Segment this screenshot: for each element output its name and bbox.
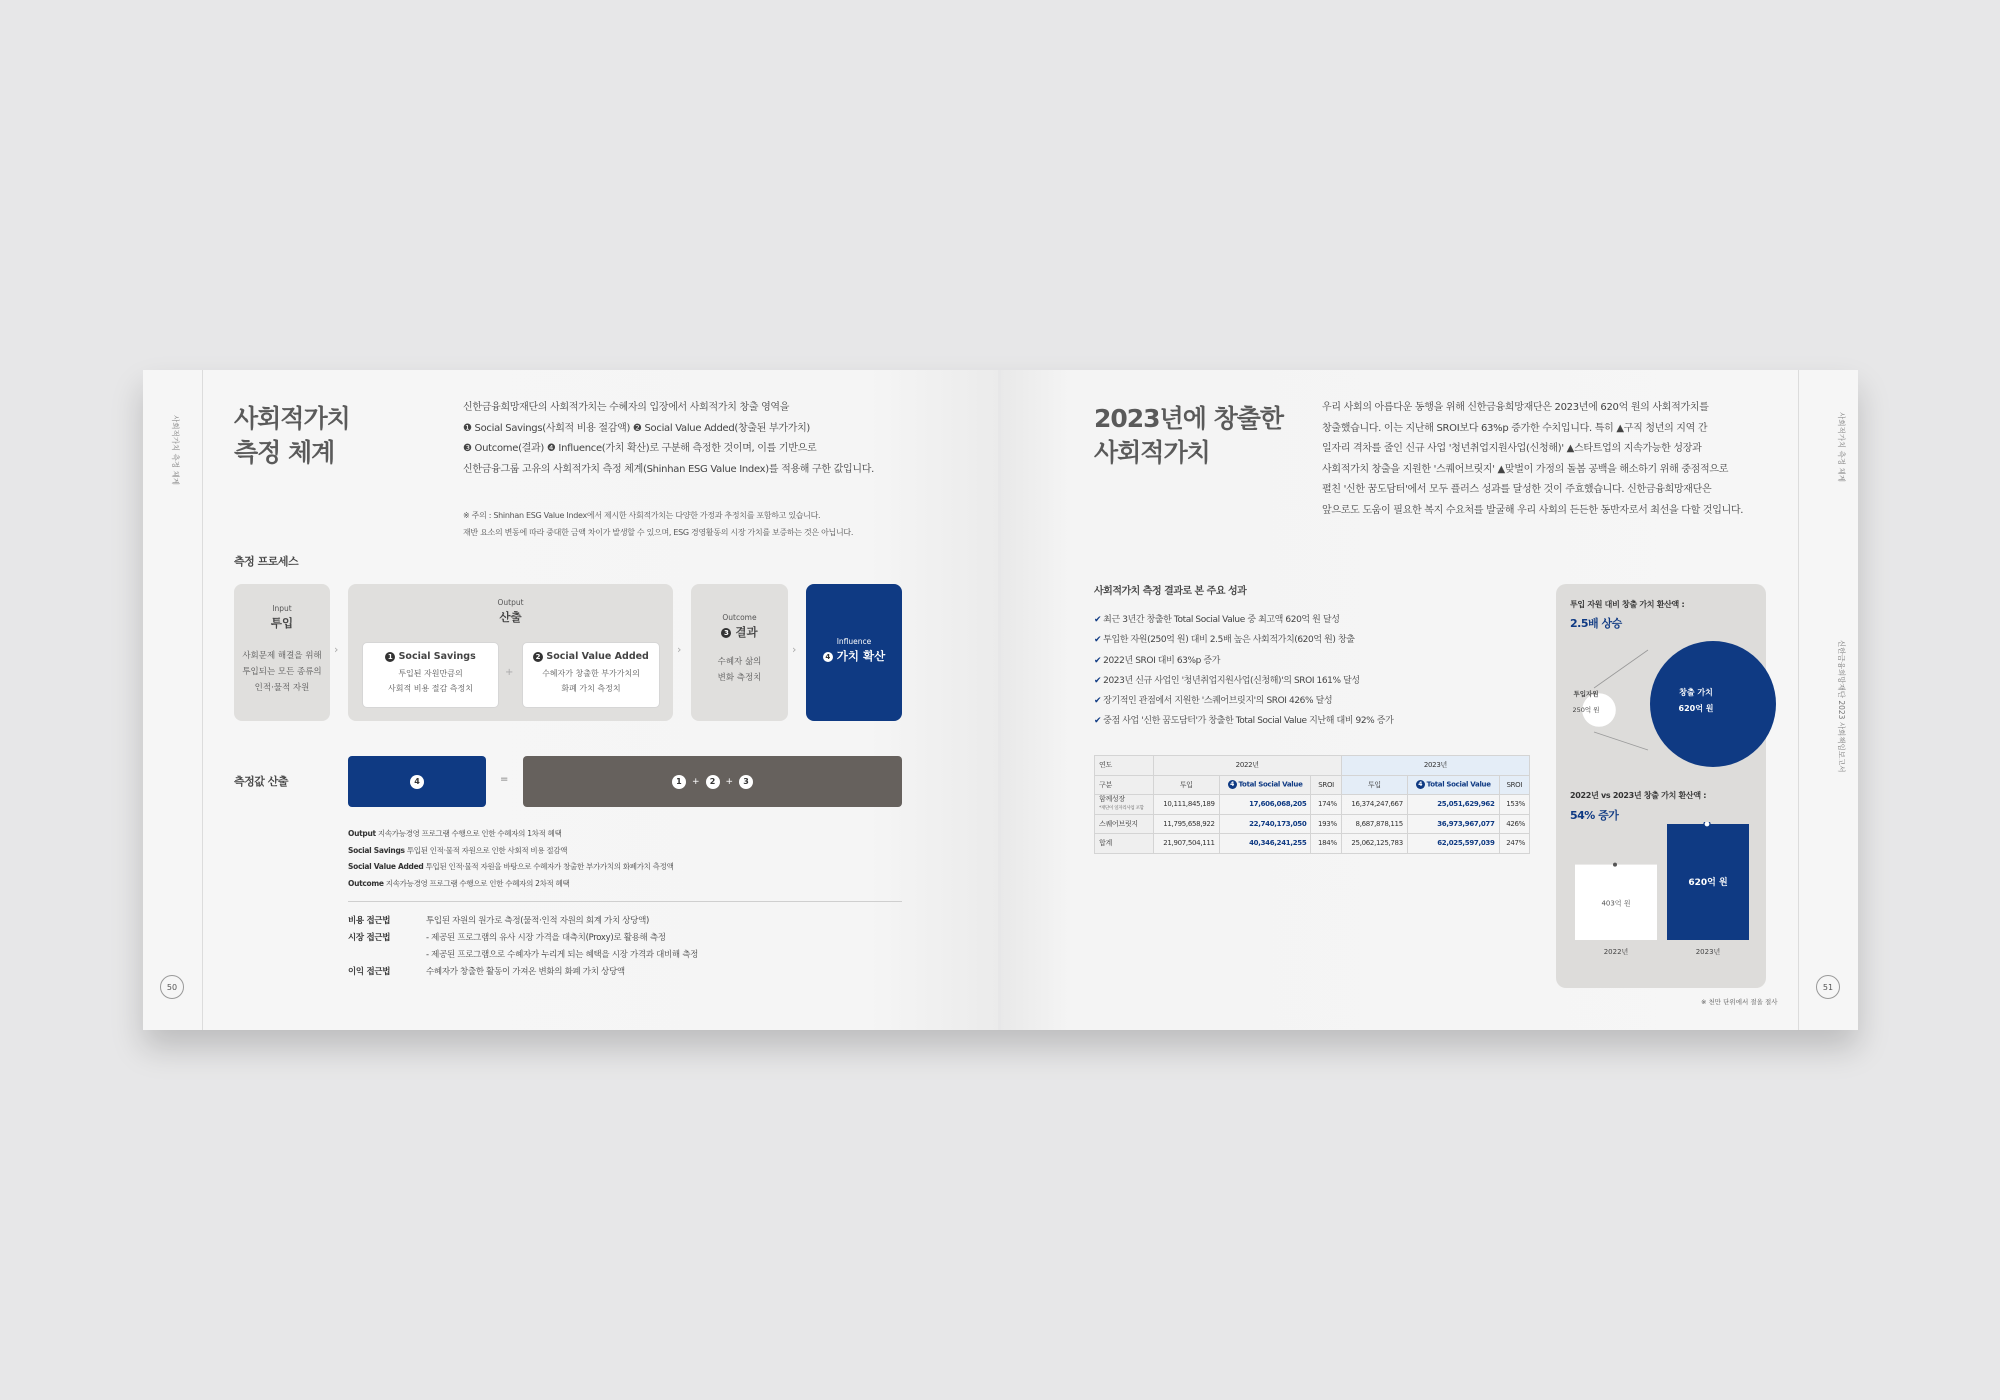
bullet-text: 2022년 SROI 대비 63%p 증가 [1103, 655, 1220, 666]
input-en: Input [272, 604, 292, 613]
check-icon: ✔ [1094, 696, 1102, 707]
desc-line: 수혜자가 창출한 부가가치의 [542, 669, 640, 678]
number-badge: 2 [706, 775, 720, 789]
table-header-cell: SROI [1499, 775, 1529, 795]
bar-year-label: 2022년 [1603, 948, 1629, 956]
definition-text: 투입된 인적·물적 자원을 바탕으로 수혜자가 창출한 부가가치의 화폐가치 측정액 [425, 862, 674, 871]
bullet-text: 장기적인 관점에서 지원한 '스퀘어브릿지'의 SROI 426% 달성 [1103, 696, 1333, 707]
bullet-item [1094, 610, 1494, 630]
left-spine-label: 사회적가치 측정 체계 [171, 415, 180, 485]
output-circle-label: 창출 가치 [1679, 688, 1713, 697]
right-page [1001, 370, 1858, 1030]
equals-sign: = [500, 774, 509, 785]
outcome-label: 결과 [735, 625, 758, 639]
report-spread [143, 370, 1858, 1030]
left-page-title [234, 402, 350, 470]
table-header-cell: 2022년 [1153, 756, 1341, 776]
table-cell: 247% [1499, 834, 1529, 854]
table-cell: 22,740,173,050 [1219, 814, 1311, 834]
intro-line: 일자리 격차를 줄인 신규 사업 '청년취업지원사업(신청해)' ▲스타트업의 지속가능한 성장과 [1322, 443, 1702, 454]
table-header-cell: SROI [1311, 775, 1341, 795]
right-spine-label-bottom: 신한금융희망재단 2023 사회책임보고서 [1837, 640, 1846, 773]
approaches-list [348, 913, 908, 981]
definition-key: Social Savings [348, 845, 405, 855]
table-cell: 184% [1311, 834, 1341, 854]
number-badge: 4 [823, 652, 833, 662]
social-savings-desc [363, 666, 498, 696]
bullet-item [1094, 671, 1494, 691]
plus-sign: + [725, 776, 734, 787]
approach-item [348, 964, 908, 981]
influence-box [806, 584, 902, 721]
bar-value-label: 620억 원 [1688, 878, 1728, 888]
definition-key: Social Value Added [348, 862, 424, 871]
table-row [1095, 814, 1530, 834]
number-badge: 1 [385, 652, 395, 662]
desc-line: 화폐 가치 측정치 [561, 684, 621, 693]
formula-right-box [523, 756, 902, 807]
approach-text: 수혜자가 창출한 활동이 가져온 변화의 화폐 가치 상당액 [426, 967, 625, 977]
definition-text: 지속가능경영 프로그램 수행으로 인한 수혜자의 2차적 혜택 [385, 878, 570, 888]
definition-key: Output [348, 829, 376, 838]
bar-marker [1613, 863, 1617, 867]
table-cell: 17,606,068,205 [1219, 795, 1311, 815]
results-table [1094, 755, 1530, 854]
bullet-text: 2023년 신규 사업인 '청년취업지원사업(신청해)'의 SROI 161% 달성 [1103, 675, 1360, 686]
table-cell: 16,374,247,667 [1341, 795, 1407, 815]
intro-line: 창출했습니다. 이는 지난해 SROI보다 63%p 증가한 수치입니다. 특히 ▲구직 청년의 지역 간 [1322, 422, 1708, 434]
desc-line: 사회적 비용 절감 측정치 [388, 684, 473, 693]
desc-line: 투입되는 모든 종류의 [242, 667, 322, 677]
definition-item [348, 859, 908, 876]
chevron-right-icon: › [334, 643, 339, 656]
outcome-en: Outcome [722, 613, 757, 622]
plus-sign: + [505, 667, 514, 678]
table-cell: 10,111,845,189 [1153, 795, 1219, 815]
bullet-text: 최근 3년간 창출한 Total Social Value 중 최고액 620억 원 달성 [1103, 615, 1340, 625]
social-value-added-card [522, 642, 660, 708]
input-circle-text [1561, 686, 1611, 718]
formula-left-box [348, 756, 486, 807]
right-margin-strip [1798, 370, 1858, 1030]
intro-line: 앞으로도 도움이 필요한 복지 수요처를 발굴해 우리 사회의 든든한 동반자로서 최선을 다할 것입니다. [1322, 504, 1744, 516]
chevron-right-icon: › [677, 643, 682, 656]
row-name: 함께성장 [1099, 795, 1125, 804]
number-badge: 2 [533, 652, 543, 662]
outcome-desc [691, 654, 788, 686]
intro-line: ❸ Outcome(결과) ❹ Influence(가치 확산)로 구분해 측정한 것이며, 이를 기반으로 [463, 443, 817, 454]
desc-line: 수혜자 삶의 [717, 657, 762, 667]
table-cell: 25,062,125,783 [1341, 834, 1407, 854]
left-page [143, 370, 998, 1030]
influence-en: Influence [836, 637, 872, 646]
title-line-1: 2023년에 창출한 [1094, 404, 1284, 433]
check-icon: ✔ [1094, 655, 1102, 666]
table-header-cell [1219, 775, 1311, 795]
card-title: Social Savings [398, 651, 476, 662]
approach-key: 비용 접근법 [348, 916, 391, 926]
table-cell: 193% [1311, 814, 1341, 834]
intro-line: 신한금융희망재단의 사회적가치는 수혜자의 입장에서 사회적가치 창출 영역을 [463, 402, 790, 413]
right-page-number: 51 [1816, 975, 1840, 999]
footnote: ※ 천만 단위에서 절올 절사 [1701, 998, 1778, 1006]
desc-line: 변화 측정치 [717, 673, 762, 683]
definition-item [348, 876, 908, 893]
row-label [1095, 795, 1154, 815]
table-cell: 8,687,878,115 [1341, 814, 1407, 834]
bar-year-label: 2023년 [1695, 948, 1721, 956]
output-en: Output [497, 598, 524, 607]
right-spine-label-top: 사회적가치 측정 체계 [1837, 412, 1846, 482]
connector-line [1594, 650, 1648, 688]
table-header-cell: 구분 [1095, 775, 1154, 795]
check-icon: ✔ [1094, 635, 1102, 646]
number-badge: 4 [1416, 780, 1425, 789]
table-header-cell: 2023년 [1341, 756, 1529, 776]
title-line-2: 측정 체계 [234, 438, 335, 467]
tsv-label: Total Social Value [1426, 780, 1491, 789]
check-icon: ✔ [1094, 716, 1102, 727]
social-value-added-desc [523, 666, 659, 696]
influence-ko [806, 648, 902, 664]
title-line-2: 사회적가치 [1094, 438, 1210, 467]
definition-key: Outcome [348, 878, 384, 888]
left-page-number: 50 [160, 975, 184, 999]
process-label: 측정 프로세스 [234, 555, 299, 568]
growth-bar-chart [1556, 822, 1766, 962]
number-badge: 4 [410, 775, 424, 789]
intro-line: 신한금융그룹 고유의 사회적가치 측정 체계(Shinhan ESG Value Index)를 적용해 구한 값입니다. [463, 463, 874, 475]
bar-marker [1704, 822, 1710, 827]
approach-item [348, 913, 908, 930]
table-header-row [1095, 756, 1530, 776]
input-circle-value: 250억 원 [1572, 706, 1600, 714]
intro-line: 우리 사회의 아름다운 동행을 위해 신한금융희망재단은 2023년에 620억 원의 사회적가치를 [1322, 402, 1709, 413]
intro-line: ❶ Social Savings(사회적 비용 절감액) ❷ Social Value Added(창출된 부가가치) [463, 422, 811, 434]
approach-text: - 제공된 프로그램의 유사 시장 가격을 대측치(Proxy)로 활용해 측정 [426, 933, 666, 943]
outcome-ko [691, 624, 788, 640]
table-cell: 426% [1499, 814, 1529, 834]
input-desc [234, 648, 330, 696]
number-badge: 1 [672, 775, 686, 789]
table-cell: 174% [1311, 795, 1341, 815]
table-header-cell: 연도 [1095, 756, 1154, 776]
formula-label: 측정값 산출 [234, 775, 288, 788]
tsv-label: Total Social Value [1238, 780, 1303, 789]
output-circle-value: 620억 원 [1678, 704, 1714, 713]
influence-label: 가치 확산 [836, 649, 886, 663]
approach-text: - 제공된 프로그램으로 수혜자가 누리게 되는 혜택을 시장 가격과 대비해 측정 [426, 950, 699, 960]
table-cell: 11,795,658,922 [1153, 814, 1219, 834]
results-bullets [1094, 610, 1494, 732]
connector-line [1594, 732, 1648, 750]
approach-key: 시장 접근법 [348, 933, 391, 943]
definition-item [348, 826, 908, 843]
definition-item [348, 843, 908, 860]
table-cell: 25,051,629,962 [1407, 795, 1499, 815]
left-note [463, 507, 943, 541]
check-icon: ✔ [1094, 615, 1102, 625]
table-header-cell [1407, 775, 1499, 795]
table-cell: 40,346,241,255 [1219, 834, 1311, 854]
bullet-item [1094, 711, 1494, 731]
table-subheader-row [1095, 775, 1530, 795]
output-ko: 산출 [499, 610, 522, 624]
table-header-cell: 투입 [1341, 775, 1407, 795]
table-cell: 36,973,967,077 [1407, 814, 1499, 834]
table-row [1095, 795, 1530, 815]
approach-item [348, 947, 908, 964]
bullet-item [1094, 691, 1494, 711]
bar-value-label: 403억 원 [1601, 899, 1631, 908]
number-badge: 4 [1228, 780, 1237, 789]
desc-line: 인적·물적 자원 [254, 683, 310, 693]
input-circle-label: 투입자원 [1573, 690, 1599, 698]
note-line: ※ 주의 : Shinhan ESG Value Index에서 제시한 사회적가치는 다양한 가정과 추정치를 포함하고 있습니다. [463, 511, 821, 520]
desc-line: 사회문제 해결을 위해 [242, 651, 322, 661]
left-intro-paragraph [463, 398, 943, 480]
row-label: 합계 [1095, 834, 1154, 854]
right-intro-paragraph [1322, 398, 1792, 521]
output-circle-text [1646, 685, 1746, 717]
bullet-item [1094, 630, 1494, 650]
input-ko: 투입 [270, 616, 294, 630]
outcome-box [691, 584, 788, 721]
bullet-item [1094, 651, 1494, 671]
growth-value: 54% 증가 [1570, 809, 1619, 822]
definitions-list [348, 826, 908, 892]
right-page-title [1094, 402, 1283, 470]
card-title: Social Value Added [546, 651, 649, 662]
definition-text: 지속가능경영 프로그램 수행으로 인한 수혜자의 1차적 혜택 [377, 829, 562, 838]
number-badge: 3 [721, 628, 731, 638]
row-label: 스퀘어브릿지 [1095, 814, 1154, 834]
approach-key: 이익 접근법 [348, 967, 391, 977]
chevron-right-icon: › [792, 643, 797, 656]
results-label: 사회적가치 측정 결과로 본 주요 성과 [1094, 586, 1247, 597]
social-value-added-title [523, 651, 659, 662]
divider [348, 901, 902, 902]
social-savings-card [362, 642, 499, 708]
table-cell: 62,025,597,039 [1407, 834, 1499, 854]
definition-text: 투입된 인적·물적 자원으로 인한 사회적 비용 절감액 [406, 845, 568, 855]
ratio-title: 투입 자원 대비 창출 가치 환산액 : [1570, 600, 1685, 609]
approach-item [348, 930, 908, 947]
row-sub: *재단이 일자리사업 포함 [1099, 806, 1144, 812]
intro-line: 펼친 '신한 꿈도담터'에서 모두 플러스 성과를 달성한 것이 주효했습니다. 신한금융희망재단은 [1322, 484, 1712, 495]
growth-title: 2022년 vs 2023년 창출 가치 환산액 : [1570, 791, 1707, 800]
title-line-1: 사회적가치 [234, 404, 350, 433]
desc-line: 투입된 자원만큼의 [398, 669, 463, 678]
ratio-value: 2.5배 상승 [1570, 617, 1622, 630]
note-line: 재반 요소의 변동에 따라 중대한 금액 차이가 발생할 수 있으며, ESG 경영활동의 시장 가치를 보증하는 것은 아닙니다. [463, 528, 854, 537]
social-savings-title [363, 651, 498, 662]
table-header-cell: 투입 [1153, 775, 1219, 795]
table-row [1095, 834, 1530, 854]
table-cell: 153% [1499, 795, 1529, 815]
bullet-text: 투입한 자원(250억 원) 대비 2.5배 높은 사회적가치(620억 원) 창출 [1103, 635, 1355, 646]
approach-text: 투입된 자원의 원가로 측정(물적·인적 자원의 회계 가치 상당액) [426, 916, 650, 926]
bullet-text: 중점 사업 '신한 꿈도담터'가 창출한 Total Social Value 지난해 대비 92% 증가 [1103, 716, 1394, 727]
intro-line: 사회적가치 창출을 지원한 '스퀘어브릿지' ▲맞벌이 가정의 돌봄 공백을 해소하기 위해 중점적으로 [1322, 463, 1729, 475]
plus-sign: + [691, 776, 700, 787]
number-badge: 3 [739, 775, 753, 789]
output-box [348, 584, 673, 721]
table-cell: 21,907,504,111 [1153, 834, 1219, 854]
input-box [234, 584, 330, 721]
check-icon: ✔ [1094, 675, 1102, 686]
